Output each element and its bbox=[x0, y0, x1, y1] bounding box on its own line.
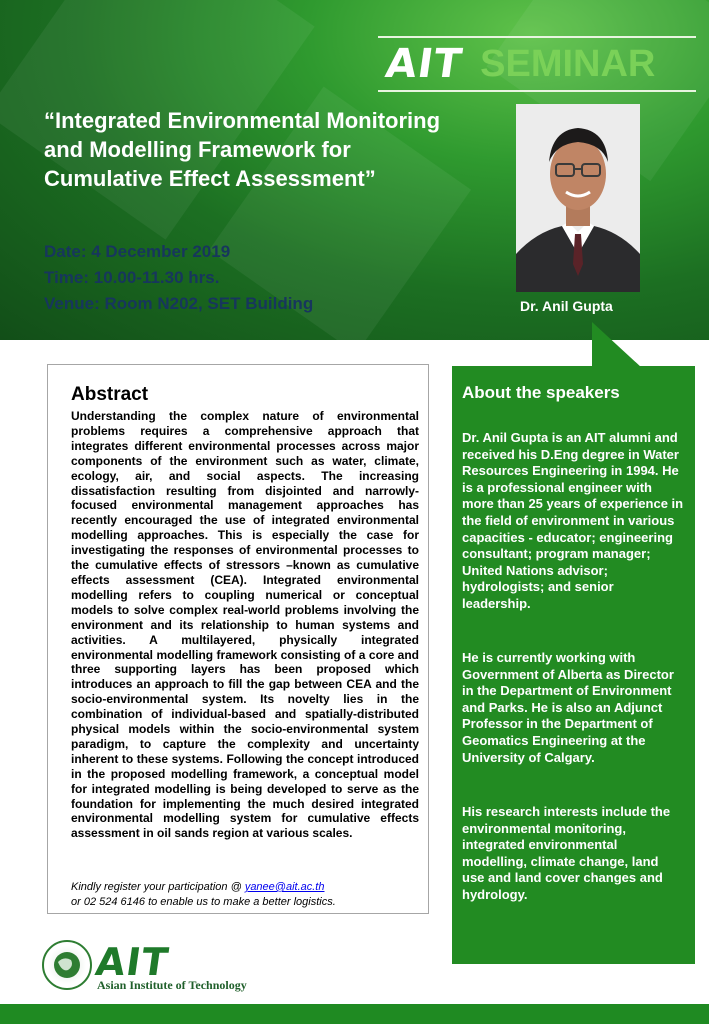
registration-note bbox=[71, 880, 421, 909]
seminar-time: Time: 10.00-11.30 hrs. bbox=[44, 268, 220, 287]
seminar-venue: Venue: Room N202, SET Building bbox=[44, 294, 314, 313]
abstract-text: Understanding the complex nature of environmental problems requires a comprehensive approach that integrates different environmental processes across major components of the environment such as water, climate, ecology, air, and social aspects. The increasing dissatisfaction resulting from disjointed and narrowly-focused environmental management approaches has recently encouraged the use of integrated environmental modelling approaches. This is especially the case for investigating the responses of environmental processes to the cumulative effects of stressors –known as cumulative effects assessment (CEA). Integrated environmental modelling refers to coupling numerical or conceptual models to solve complex real-world problems involving the environment and its relationship to human systems and activities. A multilayered, physically integrated environmental modelling framework consisting of a core and three supporting layers has been proposed which introduces an approach to fill the gap between CEA and the socio-environmental system. Its novelty lies in the combination of individual-based and spatially-distributed physical models within the socio-environmental system paradigm, to capture the complexity and uncertainty inherent to these systems. Following the concept introduced in the proposed modelling framework, a conceptual model for integrated modelling is being developed to serve as the foundation for implementing the much desired integrated environmental modelling system for cumulative effects assessment in oil sands region at various scales. bbox=[71, 409, 419, 841]
ait-logo-text: AIT bbox=[92, 940, 172, 984]
footer-bar bbox=[0, 1004, 709, 1024]
about-speakers-title: About the speakers bbox=[462, 383, 620, 402]
speaker-callout-notch bbox=[592, 322, 642, 368]
abstract-title: Abstract bbox=[71, 384, 149, 405]
seminar-date: Date: 4 December 2019 bbox=[44, 242, 231, 261]
registration-suffix: or 02 524 6146 to enable us to make a better logistics. bbox=[71, 895, 336, 908]
globe-icon bbox=[44, 942, 90, 988]
speaker-name: Dr. Anil Gupta bbox=[520, 298, 613, 314]
registration-prefix: Kindly register your participation @ bbox=[71, 881, 245, 893]
ait-seal-logo bbox=[42, 940, 92, 990]
about-paragraph-1: Dr. Anil Gupta is an AIT alumni and received his D.Eng degree in Water Resources Engineering in 1994. He is a professional engineer with more than 25 years of experience in the field of environment in various capacities - educator; engineering consultant; program manager; United Nations advisor; hydrologists; and senior leadership. bbox=[462, 430, 684, 611]
speaker-photo bbox=[516, 104, 640, 292]
about-paragraph-3: His research interests include the environmental monitoring, integrated environmental modelling, climate change, land use and land cover changes and hydrology. bbox=[462, 804, 671, 902]
seminar-rule-top bbox=[378, 36, 696, 38]
registration-email-link[interactable]: yanee@ait.ac.th bbox=[244, 881, 325, 893]
about-paragraph-2: He is currently working with Government of Alberta as Director in the Department of Environment and Parks. He is also an Adjunct Professor in the Department of Geomatics Engineering at the University of Calgary. bbox=[462, 650, 674, 765]
ait-brand: AIT bbox=[382, 41, 466, 87]
seminar-header bbox=[382, 40, 656, 88]
seminar-title: “Integrated Environmental Monitoring and Modelling Framework for Cumulative Effect Assessment” bbox=[44, 108, 441, 191]
speaker-portrait bbox=[516, 104, 640, 292]
ait-logo-subtitle: Asian Institute of Technology bbox=[97, 978, 247, 992]
seminar-rule-bottom bbox=[378, 90, 696, 92]
seminar-label: SEMINAR bbox=[480, 42, 656, 85]
